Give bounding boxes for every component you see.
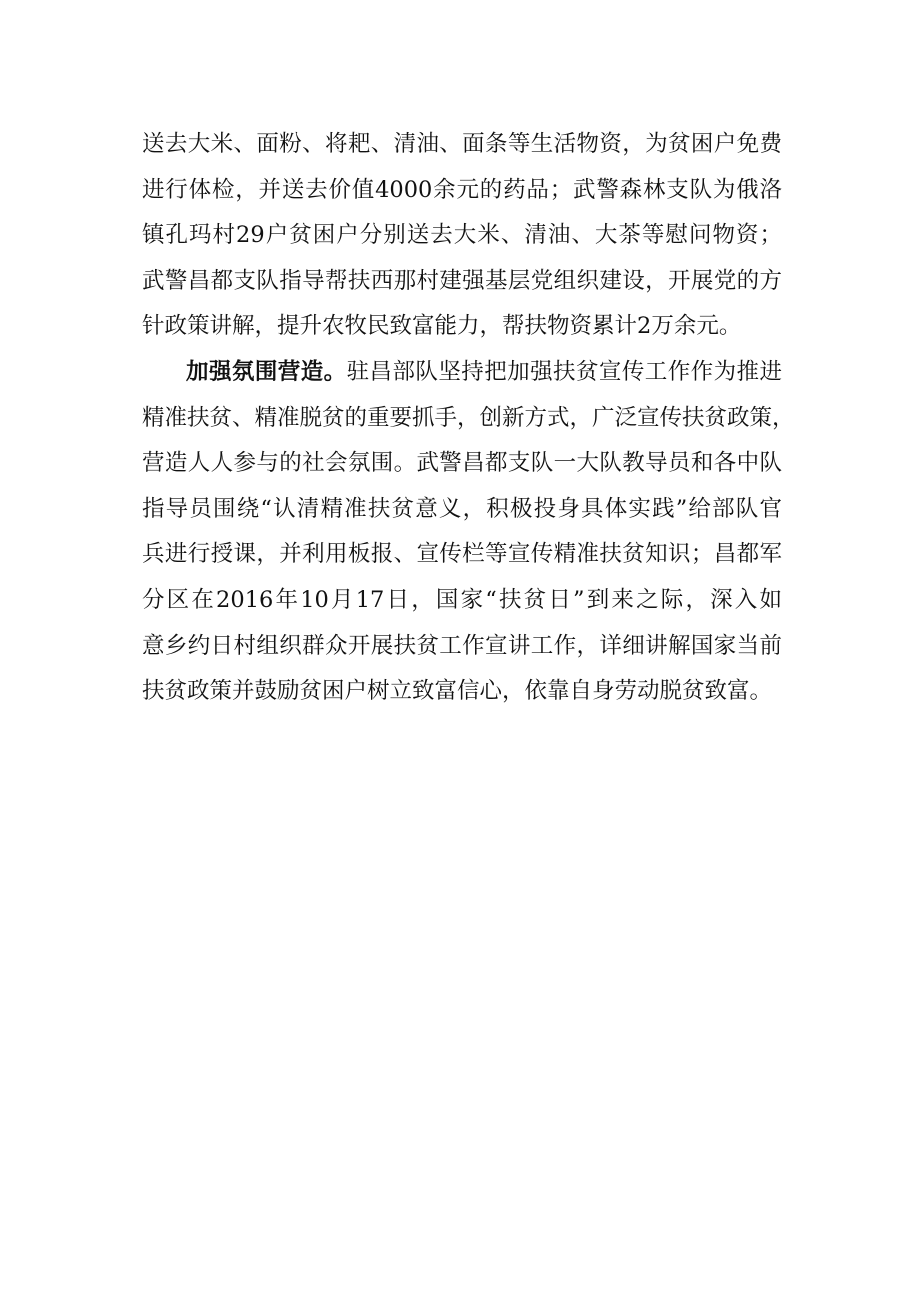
text-line: 精准扶贫、精准脱贫的重要抓手，创新方式，广泛宣传扶贫政策， xyxy=(142,404,795,431)
text-line: 意乡约日村组织群众开展扶贫工作宣讲工作，详细讲解国家当前 xyxy=(142,632,782,659)
text-line: 扶贫政策并鼓励贫困户树立致富信心，依靠自身劳动脱贫致富。 xyxy=(142,678,773,705)
text-line: 镇孔玛村29户贫困户分别送去大米、清油、大茶等慰问物资； xyxy=(142,222,782,249)
text-run: 驻昌部队坚持把加强扶贫宣传工作作为推进 xyxy=(346,358,782,385)
text-line: 指导员围绕“认清精准扶贫意义，积极投身具体实践”给部队官 xyxy=(142,495,782,522)
body-text xyxy=(142,122,795,715)
text-line: 进行体检，并送去价值4000余元的药品；武警森林支队为俄洛 xyxy=(142,176,782,203)
text-line: 武警昌都支队指导帮扶西那村建强基层党组织建设，开展党的方 xyxy=(142,267,782,294)
paragraph-2 xyxy=(142,350,795,715)
text-line xyxy=(142,350,782,396)
text-line: 分区在2016年10月17日，国家“扶贫日”到来之际，深入如 xyxy=(142,586,782,613)
text-line: 兵进行授课，并利用板报、宣传栏等宣传精准扶贫知识；昌都军 xyxy=(142,541,782,568)
paragraph-heading: 加强氛围营造。 xyxy=(186,358,347,385)
text-line: 针政策讲解，提升农牧民致富能力，帮扶物资累计2万余元。 xyxy=(142,313,742,340)
paragraph-1 xyxy=(142,122,782,350)
text-line: 送去大米、面粉、将耙、清油、面条等生活物资，为贫困户免费 xyxy=(142,131,782,157)
text-line: 营造人人参与的社会氛围。武警昌都支队一大队教导员和各中队 xyxy=(142,450,782,477)
